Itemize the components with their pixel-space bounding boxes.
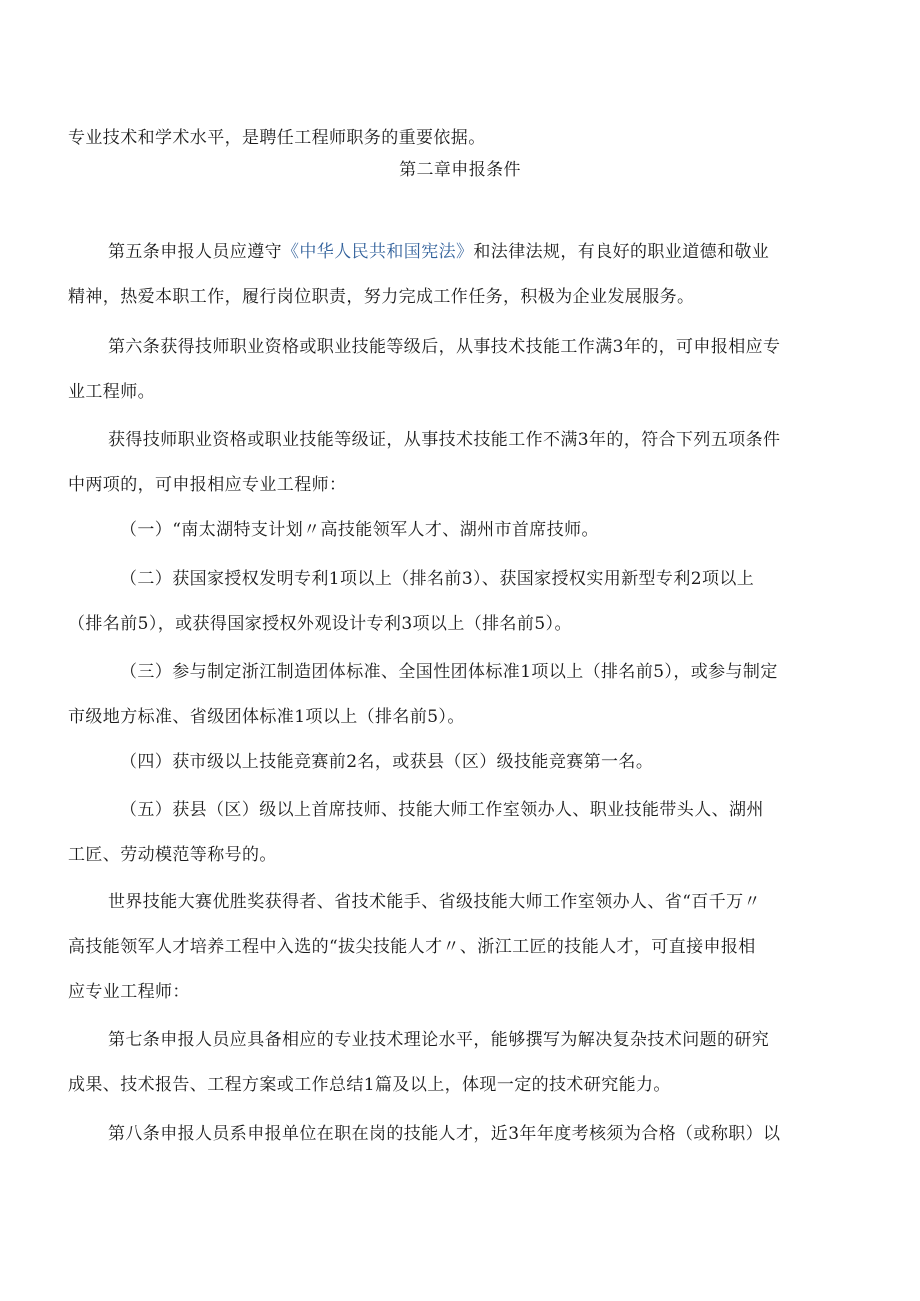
paragraph-line: 第八条申报人员系申报单位在职在岗的技能人才，近3年年度考核须为合格（或称职）以 (108, 1124, 781, 1144)
list-item-4: （四）获市级以上技能竞赛前2名，或获县（区）级技能竞赛第一名。 (120, 752, 654, 772)
paragraph-line: 世界技能大赛优胜奖获得者、省技术能手、省级技能大师工作室领办人、省“百千万〃 (108, 892, 761, 912)
paragraph-line: 应专业工程师： (68, 982, 190, 1002)
list-item-2: （二）获国家授权发明专利1项以上（排名前3）、获国家授权实用新型专利2项以上 (120, 569, 755, 589)
paragraph-line: 高技能领军人才培养工程中入选的“拔尖技能人才〃、浙江工匠的技能人才，可直接申报相 (68, 937, 756, 957)
paragraph-line: 业工程师。 (68, 382, 155, 402)
paragraph-line: 成果、技术报告、工程方案或工作总结1篇及以上，体现一定的技术研究能力。 (68, 1075, 671, 1095)
constitution-link[interactable]: 《中华人民共和国宪法》 (282, 242, 474, 262)
paragraph-line: 获得技师职业资格或职业技能等级证，从事技术技能工作不满3年的，符合下列五项条件 (108, 430, 781, 450)
article-5-line-1 (108, 240, 769, 264)
article-5-prefix: 第五条申报人员应遵守 (108, 242, 282, 262)
chapter-heading: 第二章申报条件 (399, 160, 521, 180)
paragraph-line: 精神，热爱本职工作，履行岗位职责，努力完成工作任务，积极为企业发展服务。 (68, 287, 695, 307)
list-item-1: （一）“南太湖特支计划〃高技能领军人才、湖州市首席技师。 (120, 520, 599, 540)
list-item-3-cont: 市级地方标准、省级团体标准1项以上（排名前5）。 (68, 707, 465, 727)
paragraph-line: 第六条获得技师职业资格或职业技能等级后，从事技术技能工作满3年的，可申报相应专 (108, 337, 781, 357)
paragraph-line: 专业技术和学术水平，是聘任工程师职务的重要依据。 (68, 128, 486, 148)
paragraph-line: 中两项的，可申报相应专业工程师： (68, 475, 347, 495)
list-item-3: （三）参与制定浙江制造团体标准、全国性团体标准1项以上（排名前5），或参与制定 (120, 662, 778, 682)
article-5-suffix: 和法律法规，有良好的职业道德和敬业 (473, 242, 770, 262)
list-item-5-cont: 工匠、劳动模范等称号的。 (68, 845, 277, 865)
list-item-5: （五）获县（区）级以上首席技师、技能大师工作室领办人、职业技能带头人、湖州 (120, 800, 764, 820)
list-item-2-cont: （排名前5），或获得国家授权外观设计专利3项以上（排名前5）。 (68, 614, 572, 634)
paragraph-line: 第七条申报人员应具备相应的专业技术理论水平，能够撰写为解决复杂技术问题的研究 (108, 1030, 770, 1050)
